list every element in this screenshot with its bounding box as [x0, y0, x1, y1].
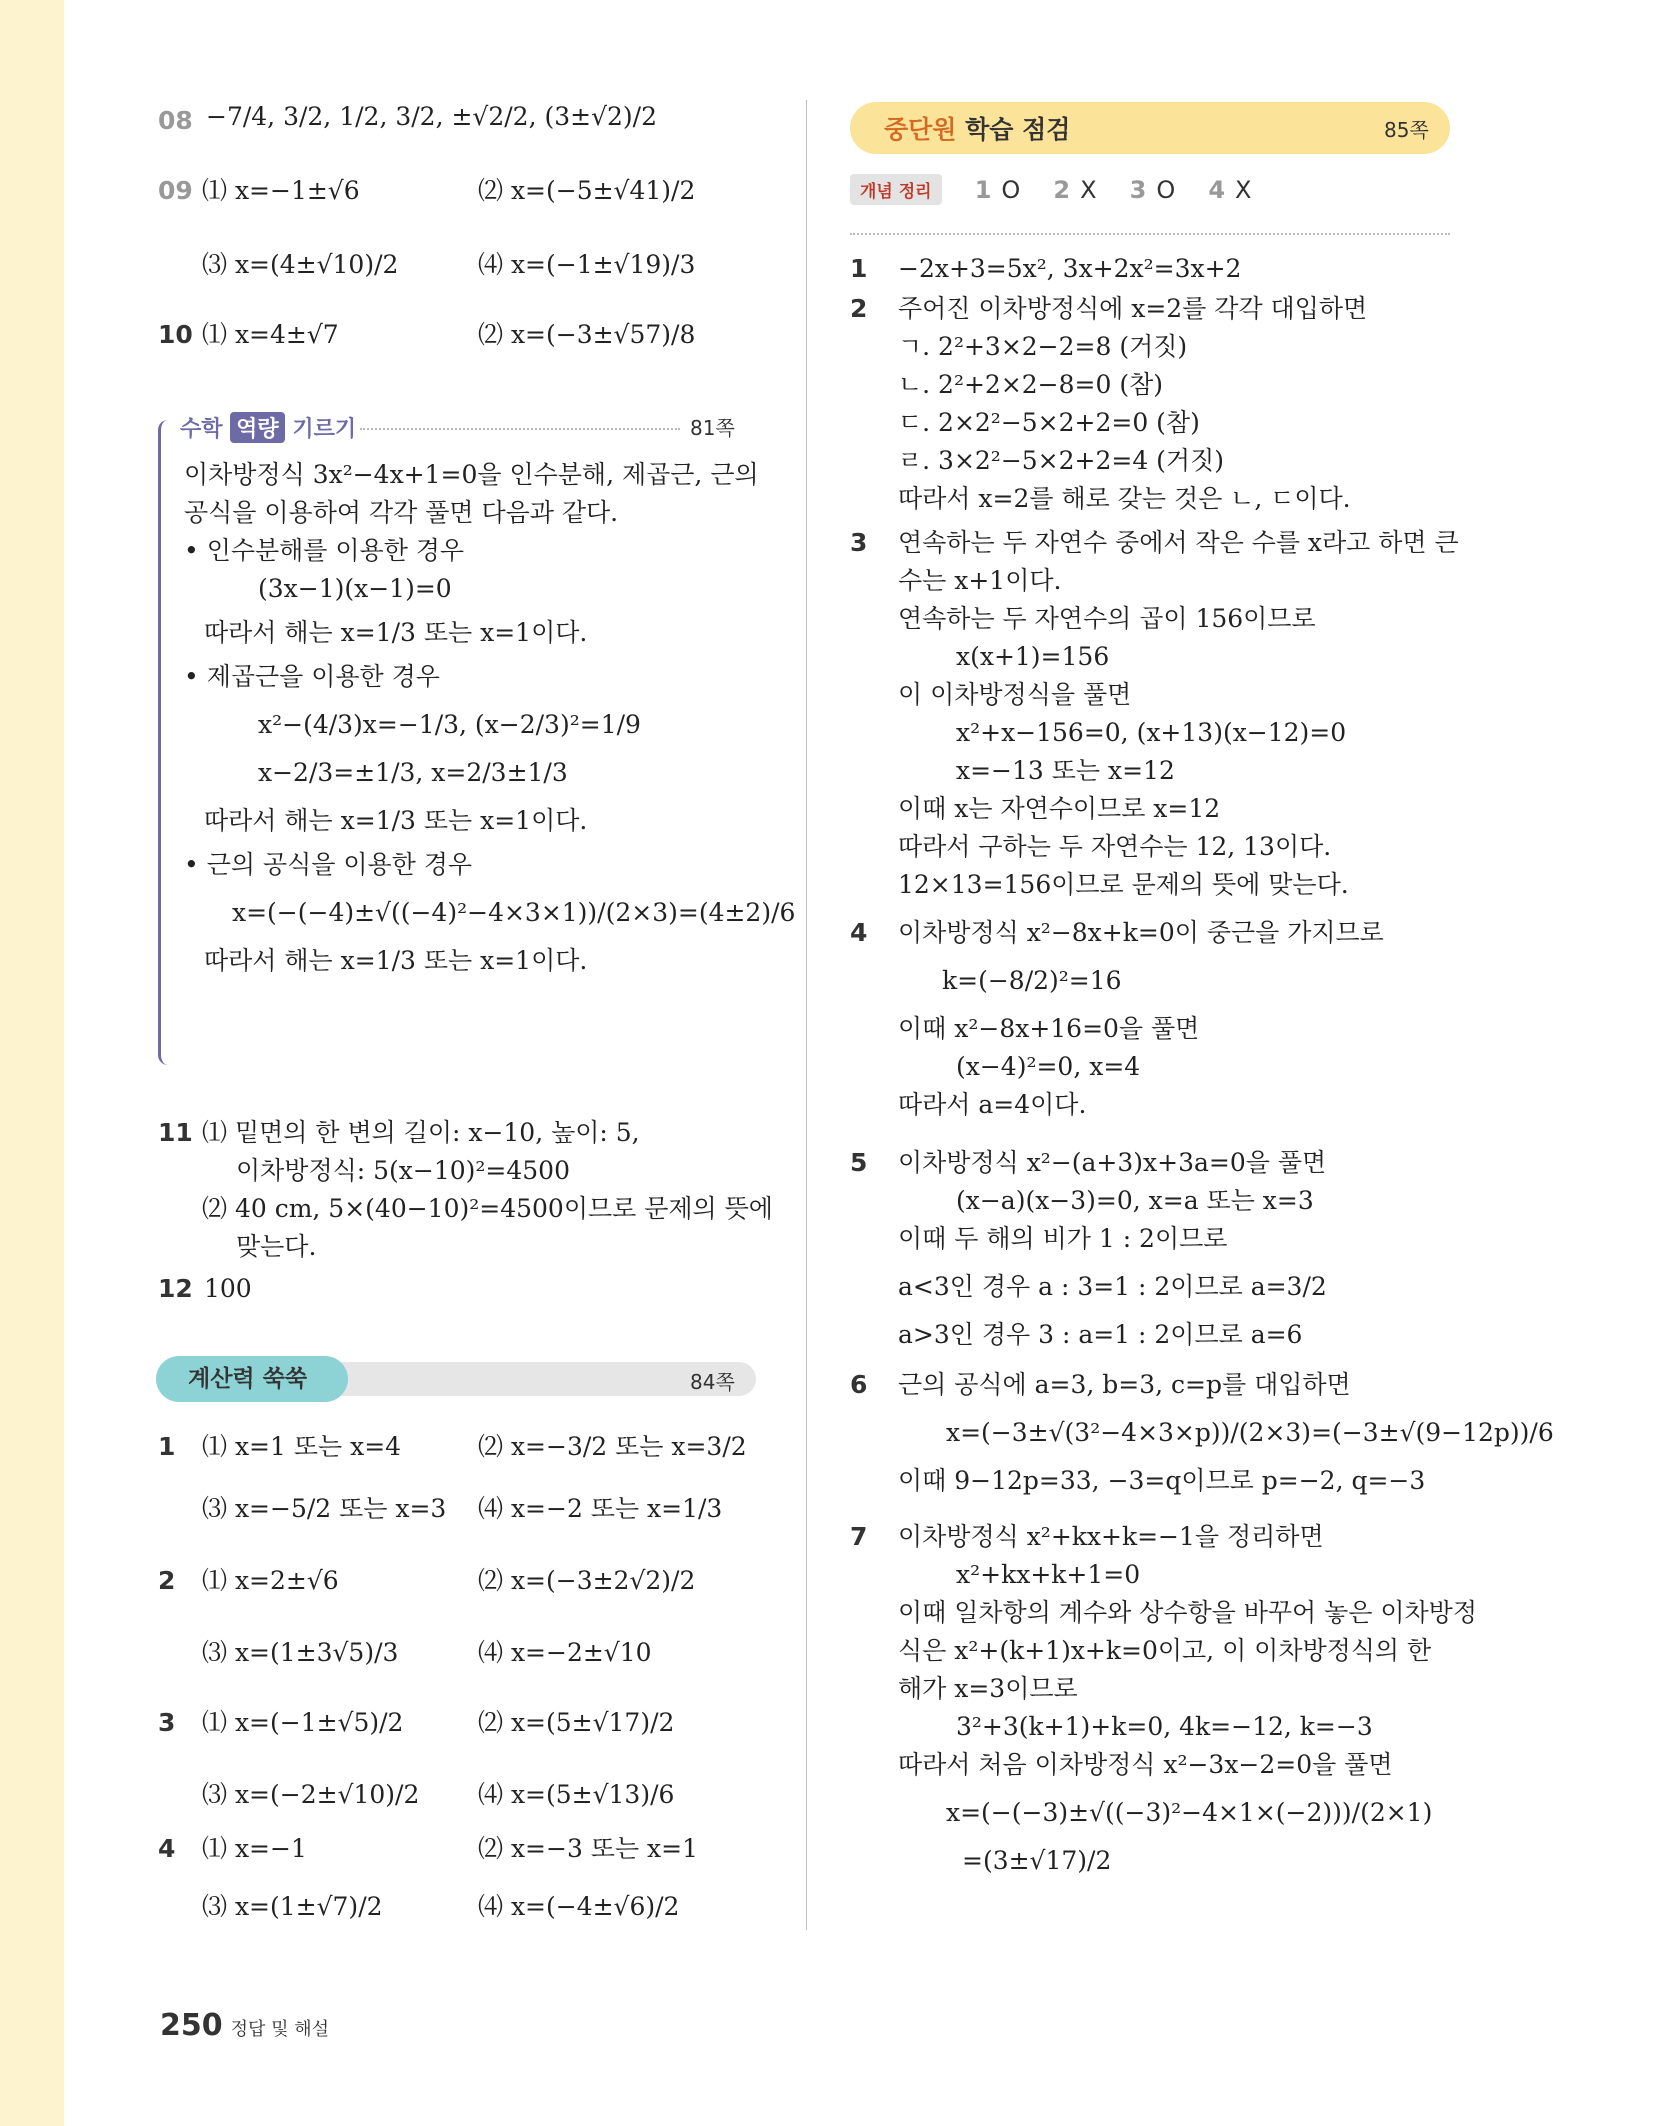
calc-number: 4 — [158, 1834, 176, 1863]
concept-tag: 개념 정리 — [850, 174, 942, 205]
answer-part: ⑵ x=−3/2 또는 x=3/2 — [478, 1432, 747, 1461]
answer-part: ⑴ x=−1±√6 — [202, 176, 360, 205]
answer-content: ⑴ 밑면의 한 변의 길이: x−10, 높이: 5, 이차방정식: 5(x−10)²=4500 ⑵ 40 cm, 5×(40−10)²=4500이므로 문제의 뜻에 맞는다. — [202, 1118, 773, 1261]
answer-part: ⑵ x=(5±√17)/2 — [478, 1708, 675, 1737]
footer-label: 정답 및 해설 — [230, 2019, 330, 2040]
solution-content: 주어진 이차방정식에 x=2를 각각 대입하면 ㄱ. 2²+3×2−2=8 (거짓) ㄴ. 2²+2×2−8=0 (참) ㄷ. 2×2²−5×2+2=0 (참) ㄹ. 3×2²−5×2+2=4 (거짓) 따라서 x=2를 해로 갖는 것은 ㄴ, ㄷ이다. — [898, 294, 1368, 513]
concept-item: 3 O — [1129, 175, 1176, 204]
answer-part: ⑷ x=−2±√10 — [478, 1638, 652, 1667]
page-ref: 85쪽 — [1384, 118, 1429, 142]
concept-item: 4 X — [1208, 175, 1252, 204]
answer-part: ⑶ x=(4±√10)/2 — [202, 250, 399, 279]
answer-number: 12 — [158, 1274, 193, 1303]
problem-number: 3 — [850, 528, 868, 557]
answer-part: ⑴ x=(−1±√5)/2 — [202, 1708, 404, 1737]
answer-part: ⑶ x=(1±3√5)/3 — [202, 1638, 399, 1667]
calc-number: 2 — [158, 1566, 176, 1595]
answer-text: −7/4, 3/2, 1/2, 3/2, ±√2/2, (3±√2)/2 — [206, 102, 657, 131]
answer-part: ⑴ x=2±√6 — [202, 1566, 339, 1595]
problem-number: 1 — [850, 254, 868, 283]
solution-content: 근의 공식에 a=3, b=3, c=p를 대입하면 x=(−3±√(3²−4×3×p))/(2×3)=(−3±√(9−12p))/6 이때 9−12p=33, −3=q이므로 p=−2, q=−3 — [898, 1370, 1554, 1495]
page-number: 250 — [160, 2008, 223, 2043]
answer-part: ⑶ x=(1±√7)/2 — [202, 1892, 383, 1921]
page-footer — [160, 2008, 329, 2043]
dotted-rule — [360, 428, 680, 430]
page-margin-stripe — [0, 0, 64, 2126]
answer-part: ⑶ x=(−2±√10)/2 — [202, 1780, 420, 1809]
column-divider — [806, 100, 807, 1930]
solution-content: 이차방정식 x²+kx+k=−1을 정리하면 x²+kx+k+1=0 이때 일차항의 계수와 상수항을 바꾸어 놓은 이차방정 식은 x²+(k+1)x+k=0이고, 이 이차방정식의 한 해가 x=3이므로 3²+3(k+1)+k=0, 4k=−12, k=−3 따라서 처음 이차방정식 x²−3x−2=0을 풀면 x=(−(−3)±√((−3)²−4×1×(−2)))/(2×1) =(3±√17)/2 — [898, 1522, 1477, 1875]
solution-content: 이차방정식 x²−8x+k=0이 중근을 가지므로 k=(−8/2)²=16 이때 x²−8x+16=0을 풀면 (x−4)²=0, x=4 따라서 a=4이다. — [898, 918, 1384, 1119]
answer-part: ⑵ x=(−3±2√2)/2 — [478, 1566, 696, 1595]
answer-part: ⑷ x=(−4±√6)/2 — [478, 1892, 680, 1921]
concept-item: 1 O — [974, 175, 1021, 204]
answer-part: ⑵ x=(−5±√41)/2 — [478, 176, 696, 205]
calc-number: 3 — [158, 1708, 176, 1737]
problem-number: 2 — [850, 294, 868, 323]
solution-content: 연속하는 두 자연수 중에서 작은 수를 x라고 하면 큰 수는 x+1이다. 연속하는 두 자연수의 곱이 156이므로 x(x+1)=156 이 이차방정식을 풀면 x²+x−156=0, (x+13)(x−12)=0 x=−13 또는 x=12 이때 x는 자연수이므로 x=12 따라서 구하는 두 자연수는 12, 13이다. 12×13=156이므로 문제의 뜻에 맞는다. — [898, 528, 1459, 899]
answer-part: ⑶ x=−5/2 또는 x=3 — [202, 1494, 447, 1523]
concept-item: 2 X — [1053, 175, 1097, 204]
problem-number: 4 — [850, 918, 868, 947]
answer-number: 11 — [158, 1118, 193, 1147]
answer-part: ⑷ x=(−1±√19)/3 — [478, 250, 696, 279]
answer-part: ⑷ x=(5±√13)/6 — [478, 1780, 675, 1809]
solution-line: −2x+3=5x², 3x+2x²=3x+2 — [898, 254, 1242, 283]
solution-content: 이차방정식 x²−(a+3)x+3a=0을 풀면 (x−a)(x−3)=0, x=a 또는 x=3 이때 두 해의 비가 1 : 2이므로 a<3인 경우 a : 3=1 : 2이므로 a=3/2 a>3인 경우 3 : a=1 : 2이므로 a=6 — [898, 1148, 1327, 1349]
section-title: 중단원 학습 점검 — [884, 115, 1071, 144]
capability-tag: 역량 — [230, 412, 285, 443]
dotted-rule — [850, 233, 1450, 235]
answer-part: ⑴ x=−1 — [202, 1834, 307, 1863]
capability-content: 이차방정식 3x²−4x+1=0을 인수분해, 제곱근, 근의 공식을 이용하여 각각 풀면 다음과 같다. • 인수분해를 이용한 경우 (3x−1)(x−1)=0 따라서 해는 x=1/3 또는 x=1이다. • 제곱근을 이용한 경우 x²−(4/3)x=−1/3, (x−2/3)²=1/9 x−2/3=±1/3, x=2/3±1/3 따라서 해는 x=1/3 또는 x=1이다. • 근의 공식을 이용한 경우 x=(−(−4)±√((−4)²−4×3×1))/(2×3)=(4±2)/6 따라서 해는 x=1/3 또는 x=1이다. — [184, 460, 796, 975]
answer-part: ⑴ x=1 또는 x=4 — [202, 1432, 402, 1461]
answer-number: 09 — [158, 176, 193, 205]
capability-title: 수학 역량 기르기 — [180, 412, 364, 443]
concept-summary — [850, 174, 1251, 205]
answer-part: ⑴ x=4±√7 — [202, 320, 339, 349]
calc-number: 1 — [158, 1432, 176, 1461]
answer-text: 100 — [204, 1274, 252, 1303]
page-ref: 84쪽 — [690, 1370, 735, 1394]
answer-part: ⑷ x=−2 또는 x=1/3 — [478, 1494, 723, 1523]
answer-part: ⑵ x=(−3±√57)/8 — [478, 320, 696, 349]
answer-number: 08 — [158, 106, 193, 135]
problem-number: 6 — [850, 1370, 868, 1399]
answer-part: ⑵ x=−3 또는 x=1 — [478, 1834, 698, 1863]
answer-number: 10 — [158, 320, 193, 349]
problem-number: 7 — [850, 1522, 868, 1551]
page-ref: 81쪽 — [690, 416, 735, 440]
section-title: 계산력 쑥쑥 — [156, 1356, 348, 1402]
problem-number: 5 — [850, 1148, 868, 1177]
